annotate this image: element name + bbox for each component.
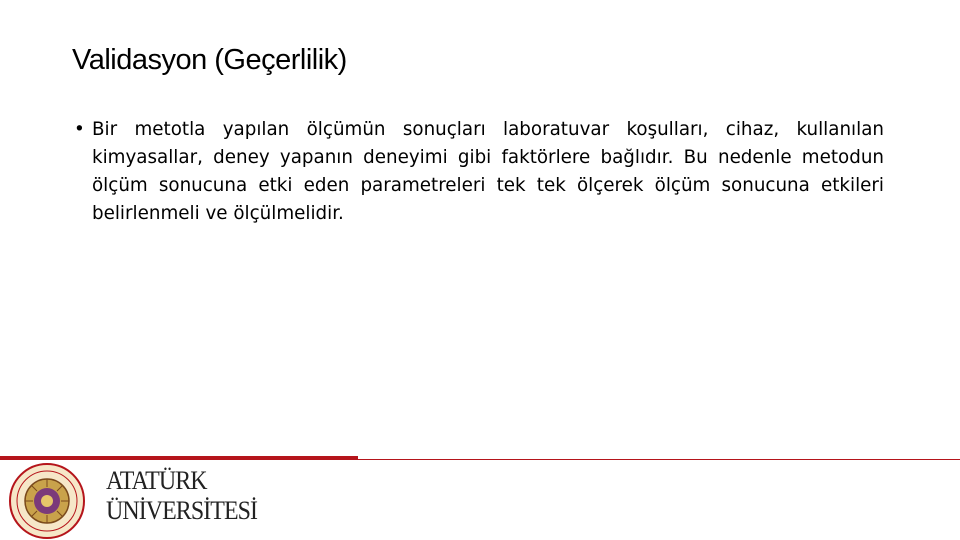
university-seal-icon	[8, 462, 86, 540]
logo-line-1: ATATÜRK	[106, 466, 207, 495]
slide-title: Validasyon (Geçerlilik)	[72, 44, 347, 76]
logo-line-2: ÜNİVERSİTESİ	[106, 496, 258, 525]
bullet-item	[72, 116, 884, 228]
footer-divider	[0, 459, 960, 460]
bullet-text: Bir metotla yapılan ölçümün sonuçları laboratuvar koşulları, cihaz, kullanılan kimyasallar, deney yapanın deneyimi gibi faktörlere bağlıdır. Bu nedenle metodun ölçüm sonucuna etki eden parametreleri tek tek ölçerek ölçüm sonucuna etkileri belirlenmeli ve ölçülmelidir.	[92, 119, 884, 224]
university-logo	[106, 466, 258, 526]
bullet-list	[72, 116, 884, 228]
bullet-icon: •	[74, 119, 85, 140]
